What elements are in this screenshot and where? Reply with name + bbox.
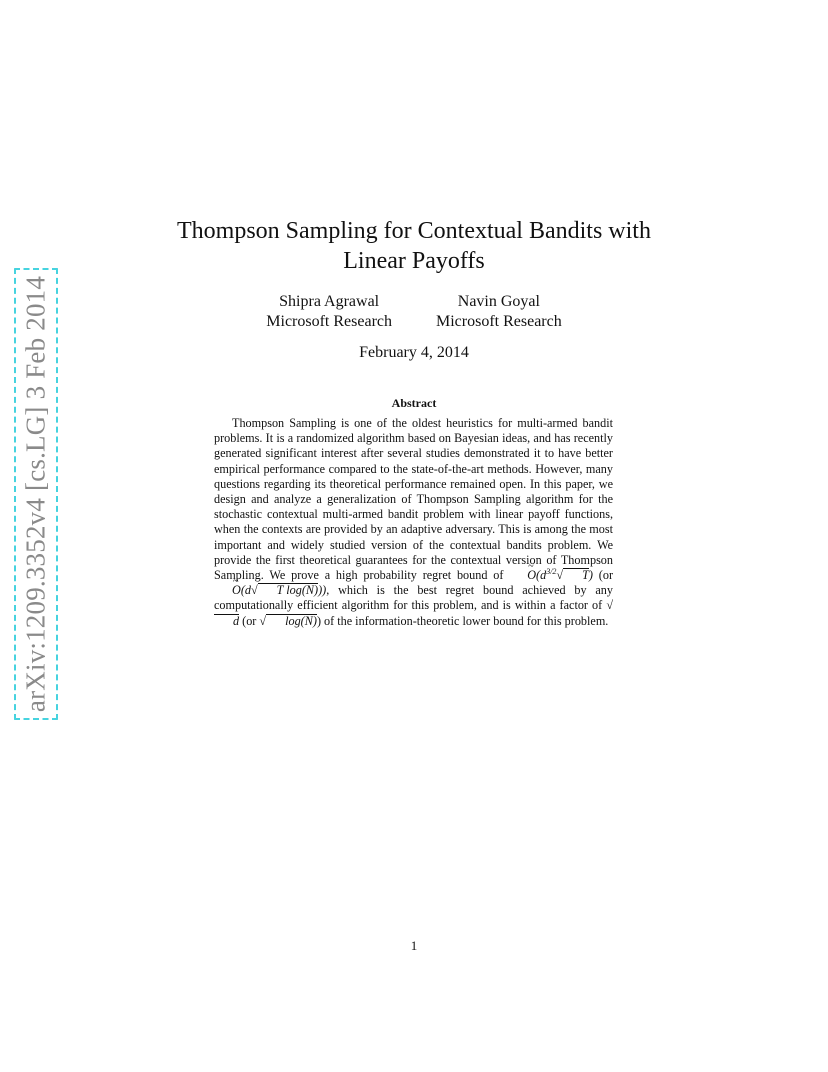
math-log-n: log(N) <box>266 614 317 627</box>
abstract-heading: Abstract <box>391 396 437 410</box>
or-text-2: (or <box>242 613 257 628</box>
sqrt-logn-math <box>259 614 317 628</box>
author-affiliation: Microsoft Research <box>436 313 562 330</box>
author-2 <box>436 292 562 332</box>
abstract-text-2: , which is the best regret bound achieved by any computationally efficient algorithm for this problem, and is within a factor of <box>214 583 613 613</box>
math-d: d <box>214 614 239 627</box>
author-1 <box>266 292 392 332</box>
abstract-text-1: Thompson Sampling is one of the oldest heuristics for multi-armed bandit problems. It is a randomized algorithm based on Bayesian ideas, and has recently generated significant interest after several studies demonstrated it to have better empirical performance compared to the state-of-the-art methods. However, many questions regarding its theoretical performance remained open. In this paper, we design and analyze a generalization of Thompson Sampling algorithm for the stochastic contextual multi-armed bandit problem with linear payoff functions, when the contexts are provided by an adaptive adversary. This is among the most important and widely studied version of the contextual bandits problem. We provide the first theoretical guarantees for the contextual version of Thompson Sampling. We prove a high probability regret bound of <box>214 416 613 583</box>
author-block <box>0 292 828 332</box>
arxiv-side-stamp <box>14 268 58 720</box>
alt-regret-bound-math: O ~(d√ T log(N))) <box>214 583 326 597</box>
math-T: T <box>563 568 589 581</box>
page-number: 1 <box>410 938 418 953</box>
math-d: d <box>540 568 547 583</box>
big-o-symbol: O ~ <box>509 568 536 583</box>
title-line-1: Thompson Sampling for Contextual Bandits with <box>177 218 651 244</box>
abstract-paragraph <box>214 416 613 629</box>
author-name: Navin Goyal <box>457 293 540 310</box>
regret-bound-math: O $\sim(d^{3/2}√$ T) <box>509 568 593 582</box>
author-name: Shipra Agrawal <box>279 293 380 310</box>
abstract-text-3: ) of the information-theoretic lower bound for this problem. <box>316 613 609 628</box>
sqrt-sign: √ <box>606 598 614 613</box>
math-sqrt-term: T log(N) <box>258 583 318 596</box>
paper-title <box>0 216 828 276</box>
author-affiliation: Microsoft Research <box>266 313 392 330</box>
big-o-symbol: O ~ <box>214 583 241 598</box>
sqrt-sign: √ <box>259 613 267 628</box>
title-line-2: Linear Payoffs <box>343 248 485 274</box>
paper-date: February 4, 2014 <box>359 344 469 361</box>
or-text-1: (or <box>598 568 614 583</box>
math-exponent: 3/2 <box>546 566 557 576</box>
sqrt-sign: √ <box>556 568 564 583</box>
abstract-body <box>214 416 613 629</box>
arxiv-identifier: arXiv:1209.3352v4 [cs.LG] 3 Feb 2014 <box>20 275 51 713</box>
sqrt-sign: √ <box>250 583 258 598</box>
